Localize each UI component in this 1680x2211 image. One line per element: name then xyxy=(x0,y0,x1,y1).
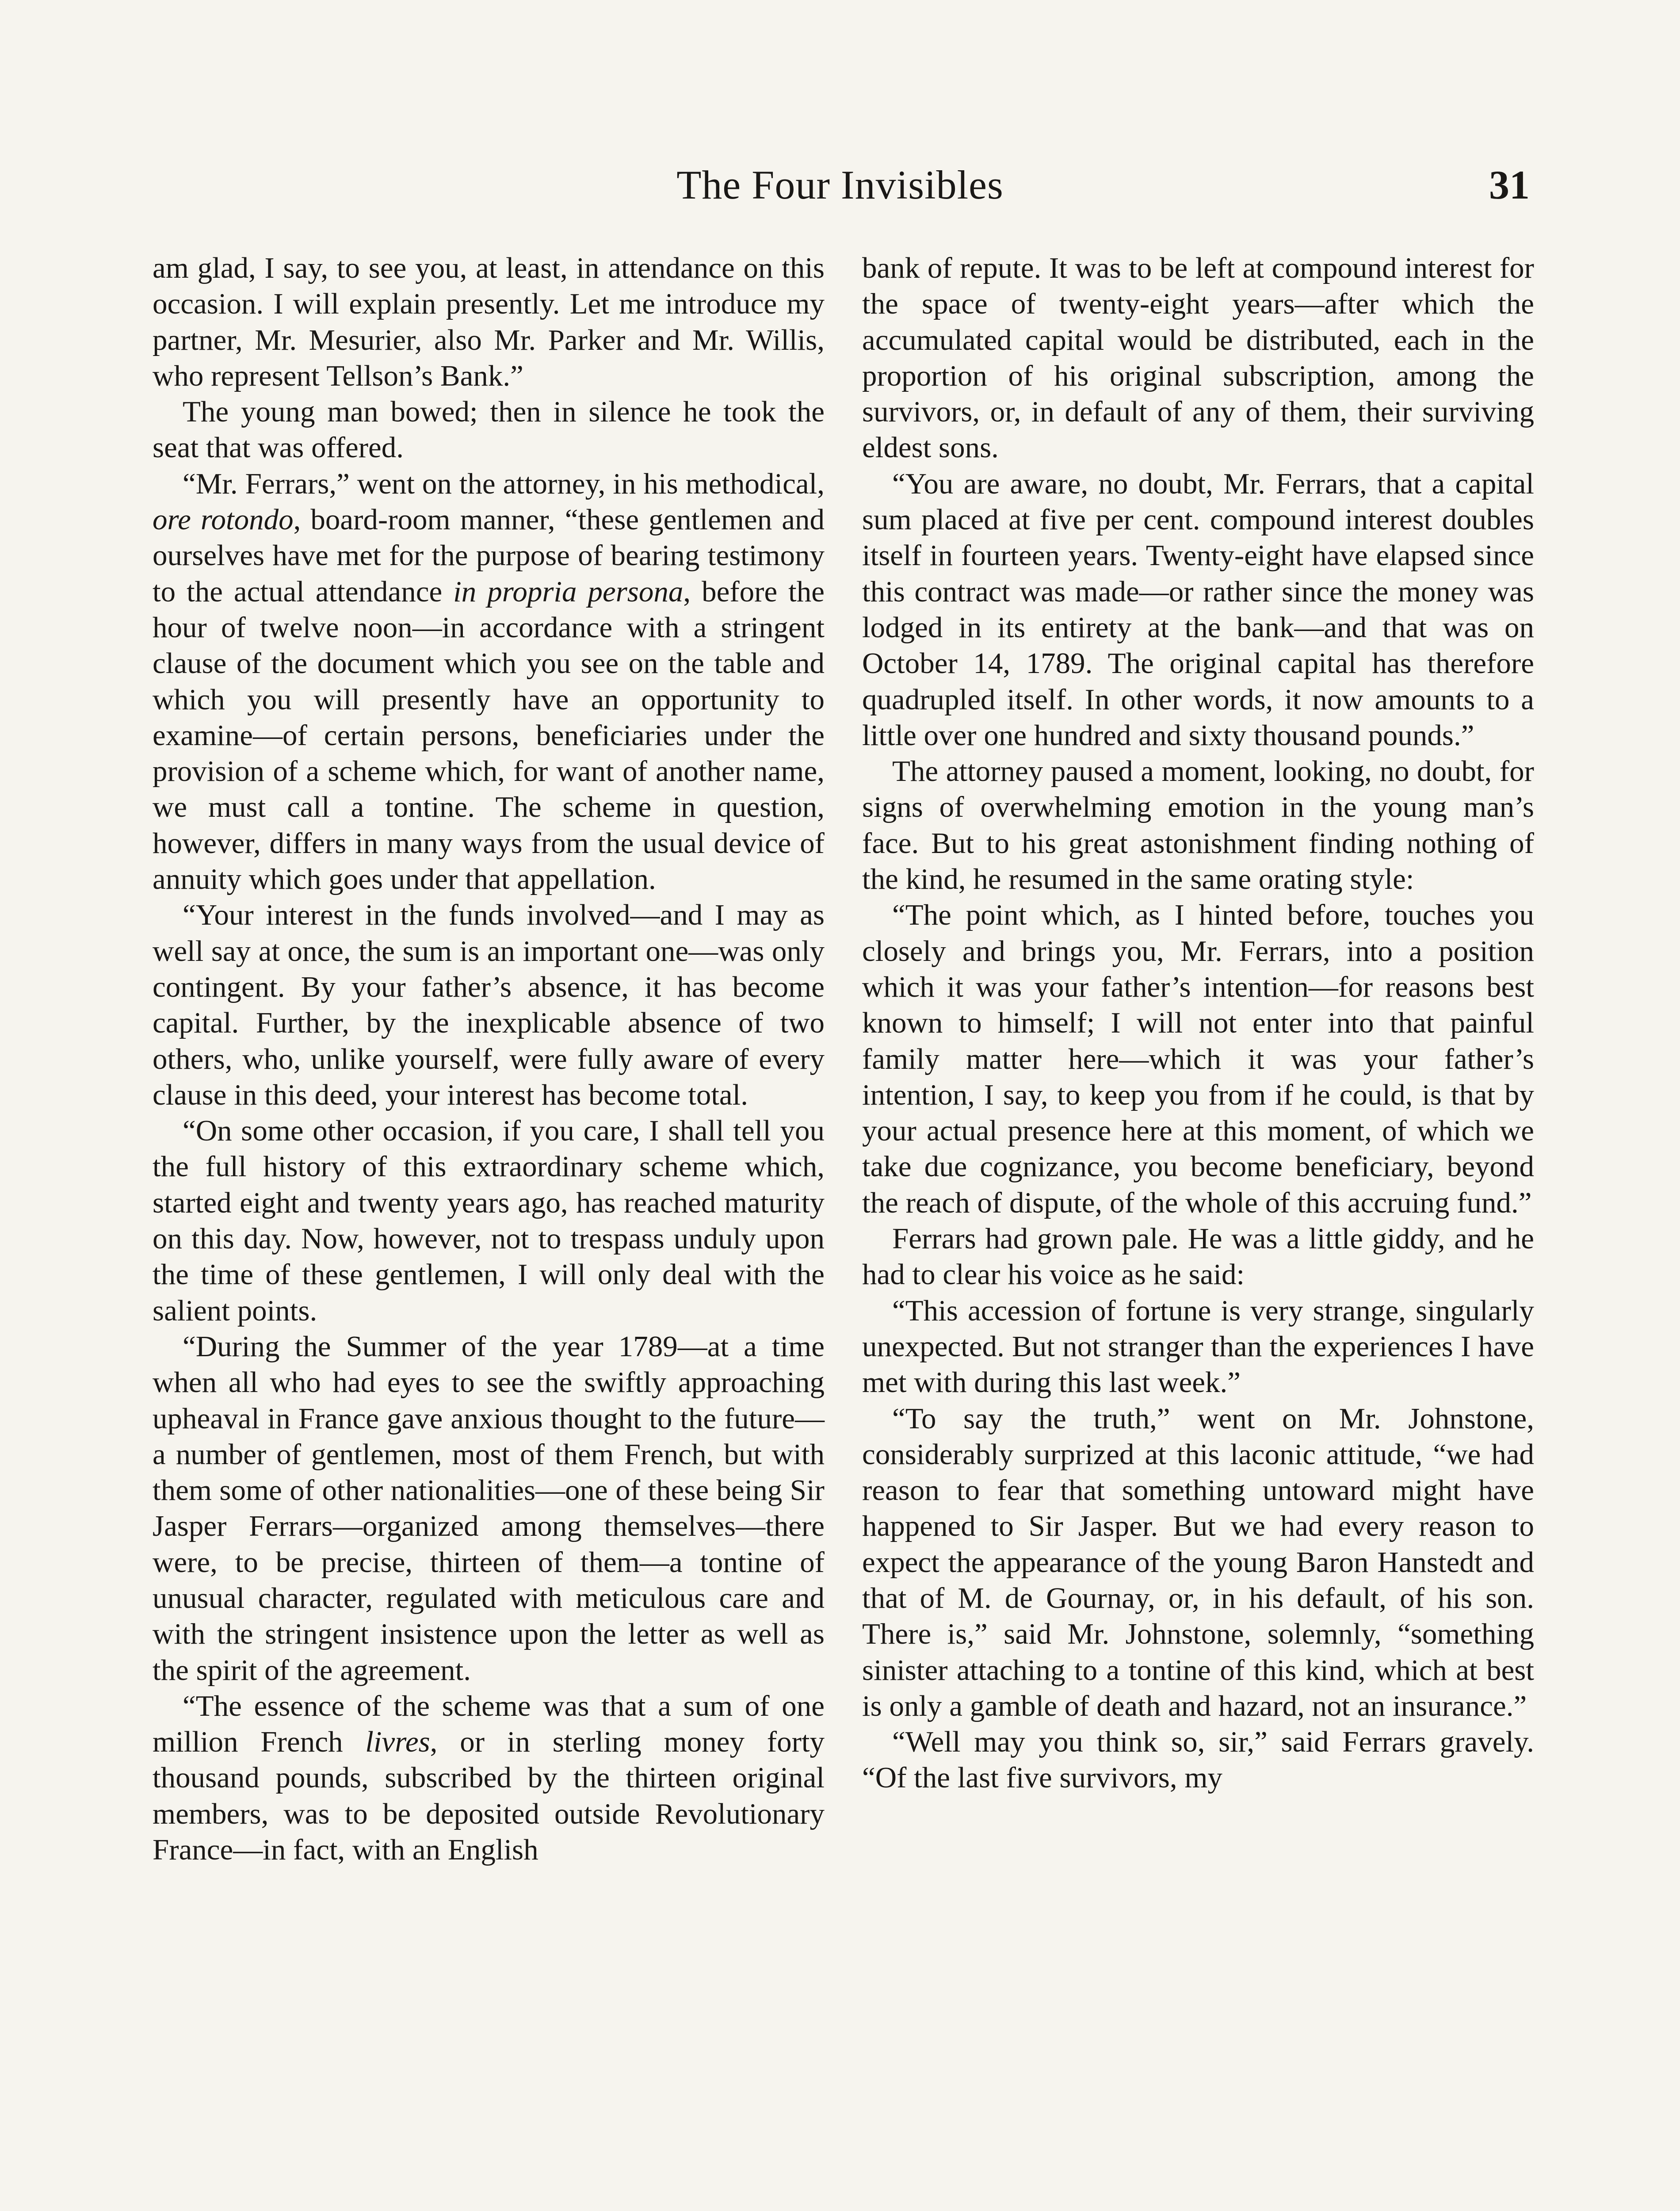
text-run: “Your interest in the funds involved—and I may as well say at once, the sum is an important one—was only contingent. By your father’s absence, it has become capital. Further, by the inexplicable absence of two others, who, unlike yourself, were fully aware of every clause in this deed, your interest has become total. xyxy=(153,899,825,1111)
paragraph xyxy=(862,897,1534,1221)
text-run: “This accession of fortune is very strange, singularly unexpected. But not stranger than the experiences I have met with during this last week.” xyxy=(862,1294,1534,1399)
page-header xyxy=(150,153,1530,214)
text-run: The young man bowed; then in silence he took the seat that was offered. xyxy=(153,395,825,464)
paragraph xyxy=(153,1688,825,1868)
text-run: , board-room manner, “these gentlemen and ourselves have met for the purpose of bearing testimony to the actual attendance xyxy=(153,503,825,608)
paragraph xyxy=(862,754,1534,897)
text-run: The attorney paused a moment, looking, no doubt, for signs of overwhelming emotion in the young man’s face. But to his great astonishment finding nothing of the kind, he resumed in the same orating style: xyxy=(862,755,1534,896)
paragraph xyxy=(153,1113,825,1329)
text-run: , or in sterling money forty thousand pounds, subscribed by the thirteen original members, was to be deposited outside Revolutionary France—in fact, with an English xyxy=(153,1725,825,1867)
paragraph xyxy=(153,466,825,898)
text-run: bank of repute. It was to be left at compound interest for the space of twenty-eight years—after which the accumulated capital would be distributed, each in the proportion of his original subscription, among the survivors, or, in default of any of them, their surviving eldest sons. xyxy=(862,252,1534,464)
paragraph xyxy=(862,466,1534,754)
paragraph xyxy=(862,1724,1534,1796)
paragraph xyxy=(862,1401,1534,1725)
text-run: “The essence of the scheme was that a sum of one million French xyxy=(153,1689,825,1759)
text-run: “Well may you think so, sir,” said Ferrars gravely. “Of the last five survivors, my xyxy=(862,1725,1534,1794)
text-run: “Mr. Ferrars,” went on the attorney, in his methodical, xyxy=(183,467,825,500)
text-run: , before the hour of twelve noon—in accordance with a stringent clause of the document which you see on the table and which you will presently have an opportunity to examine—of certain persons, beneficiaries under the provision of a scheme which, for want of another name, we must call a tontine. The scheme in question, however, differs in many ways from the usual device of annuity which goes under that appellation. xyxy=(153,575,825,896)
text-run: “To say the truth,” went on Mr. Johnstone, considerably surprized at this laconic attitude, “we had reason to fear that something untoward might have happened to Sir Jasper. But we had every reason to expect the appearance of the young Baron Hanstedt and that of M. de Gournay, or, in his default, of his son. There is,” said Mr. Johnstone, solemnly, “something sinister attaching to a tontine of this kind, which at best is only a gamble of death and hazard, not an insurance.” xyxy=(862,1402,1534,1722)
text-run: “On some other occasion, if you care, I shall tell you the full history of this extraordinary scheme which, started eight and twenty years ago, has reached maturity on this day. Now, however, not to trespass unduly upon the time of these gentlemen, I will only deal with the salient points. xyxy=(153,1114,825,1327)
paragraph xyxy=(153,897,825,1113)
right-column xyxy=(862,250,1534,1796)
text-run: “You are aware, no doubt, Mr. Ferrars, that a capital sum placed at five per cent. compound interest doubles itself in fourteen years. Twenty-eight have elapsed since this contract was made—or rather since the money was lodged in its entirety at the bank—and that was on October 14, 1789. The original capital has therefore quadrupled itself. In other words, it now amounts to a little over one hundred and sixty thousand pounds.” xyxy=(862,467,1534,752)
left-column xyxy=(153,250,825,1868)
italic-phrase: ore rotondo xyxy=(153,503,294,536)
paragraph xyxy=(153,394,825,466)
italic-phrase: livres xyxy=(365,1725,430,1759)
paragraph xyxy=(862,1221,1534,1293)
text-run: “The point which, as I hinted before, touches you closely and brings you, Mr. Ferrars, into a position which it was your father’s intention—for reasons best known to himself; I will not enter into that painful family matter here—which it was your father’s intention, I say, to keep you from if he could, is that by your actual presence here at this moment, of which we take due cognizance, you become beneficiary, beyond the reach of dispute, of the whole of this accruing fund.” xyxy=(862,899,1534,1219)
paragraph xyxy=(153,250,825,394)
running-title: The Four Invisibles xyxy=(676,162,1004,207)
page-number: 31 xyxy=(1489,162,1530,207)
text-run: Ferrars had grown pale. He was a little giddy, and he had to clear his voice as he said: xyxy=(862,1222,1534,1291)
paragraph xyxy=(862,250,1534,466)
text-run: “During the Summer of the year 1789—at a time when all who had eyes to see the swiftly approaching upheaval in France gave anxious thought to the future—a number of gentlemen, most of them French, but with them some of other nationalities—one of these being Sir Jasper Ferrars—organized among themselves—there were, to be precise, thirteen of them—a tontine of unusual character, regulated with meticulous care and with the stringent insistence upon the letter as well as the spirit of the agreement. xyxy=(153,1330,825,1687)
paragraph xyxy=(153,1329,825,1688)
italic-phrase: in propria persona xyxy=(453,575,683,608)
paragraph xyxy=(862,1293,1534,1401)
text-run: am glad, I say, to see you, at least, in attendance on this occasion. I will explain presently. Let me introduce my partner, Mr. Mesurier, also Mr. Parker and Mr. Willis, who represent Tellson’s Bank.” xyxy=(153,252,825,392)
